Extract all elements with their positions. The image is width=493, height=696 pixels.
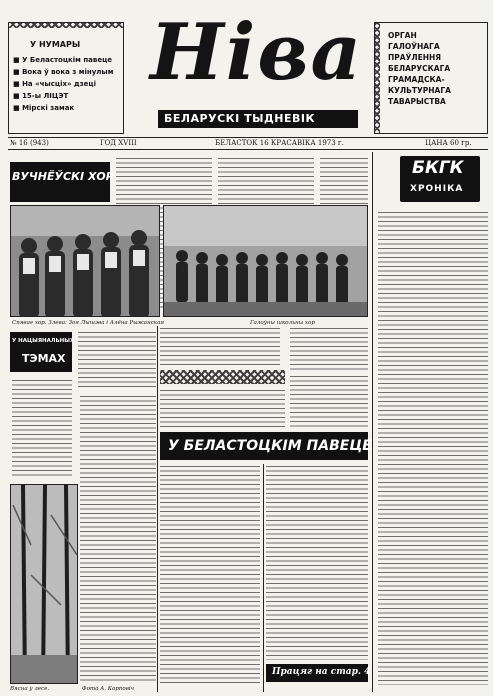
contents-border-ornament — [8, 22, 124, 28]
national-themes-headline-2: ТЭМАХ — [22, 352, 66, 365]
school-choir-image — [164, 206, 368, 317]
contents-item[interactable]: ■ На «чысціх» дзеці — [13, 80, 97, 88]
district-text-2 — [266, 464, 368, 660]
photo4-caption: Вясна ў лесе. — [10, 686, 50, 692]
masthead-title: Ніва — [150, 7, 364, 98]
org-text: ОРГАН ГАЛОЎНАГА ПРАЎЛЕННЯ БЕЛАРУСКАГА ГРАМАДСКА- КУЛЬТУРНАГА ТАВАРЫСТВА — [388, 31, 451, 106]
issue-place-date: БЕЛАСТОК 16 КРАСАВІКА 1973 г. — [215, 139, 344, 147]
district-headline: У БЕЛАСТОЦКІМ ПАВЕЦЕ — [168, 438, 372, 454]
national-themes-text-3 — [160, 326, 280, 366]
masthead-subtitle: БЕЛАРУСКІ ТЫДНЕВІК — [164, 112, 315, 125]
district-text-1 — [160, 464, 260, 684]
choir-photo-left — [10, 205, 160, 317]
dateline-rule-bottom — [8, 149, 488, 150]
contents-list — [13, 54, 123, 114]
mid-ornament — [160, 370, 285, 384]
photo2-caption: Галоўны школьны хор — [250, 320, 315, 326]
issue-year: ГОД XVIII — [100, 139, 137, 147]
contents-item[interactable]: ■ Вока ў вока з мінулым — [13, 68, 114, 76]
chronicle-headline: ХРОНІКА — [410, 184, 464, 194]
choir-article-continued — [290, 326, 368, 370]
bkgk-headline: БКГК — [412, 158, 464, 178]
contents-heading: У НУМАРЫ — [30, 40, 81, 49]
national-themes-text — [12, 378, 72, 478]
column-rule-1 — [157, 326, 158, 692]
dateline-rule-top — [8, 137, 488, 138]
right-mid-text — [290, 374, 368, 430]
issue-number: № 16 (943) — [10, 139, 49, 147]
org-border-ornament — [374, 22, 380, 134]
photo3-caption: Фота А. Карповіч — [82, 686, 135, 692]
right-column-rule — [372, 152, 373, 692]
choir-girls-image — [11, 206, 160, 317]
choir-headline: ВУЧНЁЎСКІ ХОР — [12, 170, 114, 183]
lower-left-article — [80, 394, 156, 684]
national-themes-text-2 — [78, 330, 156, 390]
spring-forest-image — [11, 485, 78, 684]
chronicle-text — [378, 210, 488, 685]
national-themes-headline-1: У НАЦЫЯНАЛЬНЫХ — [12, 338, 75, 344]
issue-price: ЦАНА 60 гр. — [425, 139, 472, 147]
choir-photo-right — [163, 205, 368, 317]
forest-photo — [10, 484, 78, 684]
continuation-label[interactable]: Працяг на стар. 4 — [272, 667, 371, 677]
mid-article-text — [160, 388, 285, 430]
contents-item[interactable]: ■ Мірскі замак — [13, 104, 75, 112]
column-rule-2 — [263, 464, 264, 692]
contents-item[interactable]: ■ У Беластоцкім павеце — [13, 56, 113, 64]
contents-item[interactable]: ■ 15-ы ЛІЦЭТ — [13, 92, 69, 100]
photo1-caption: Спявае хор. Злева: Зоя Лышэва і Алёна Рыжанская — [12, 320, 164, 326]
